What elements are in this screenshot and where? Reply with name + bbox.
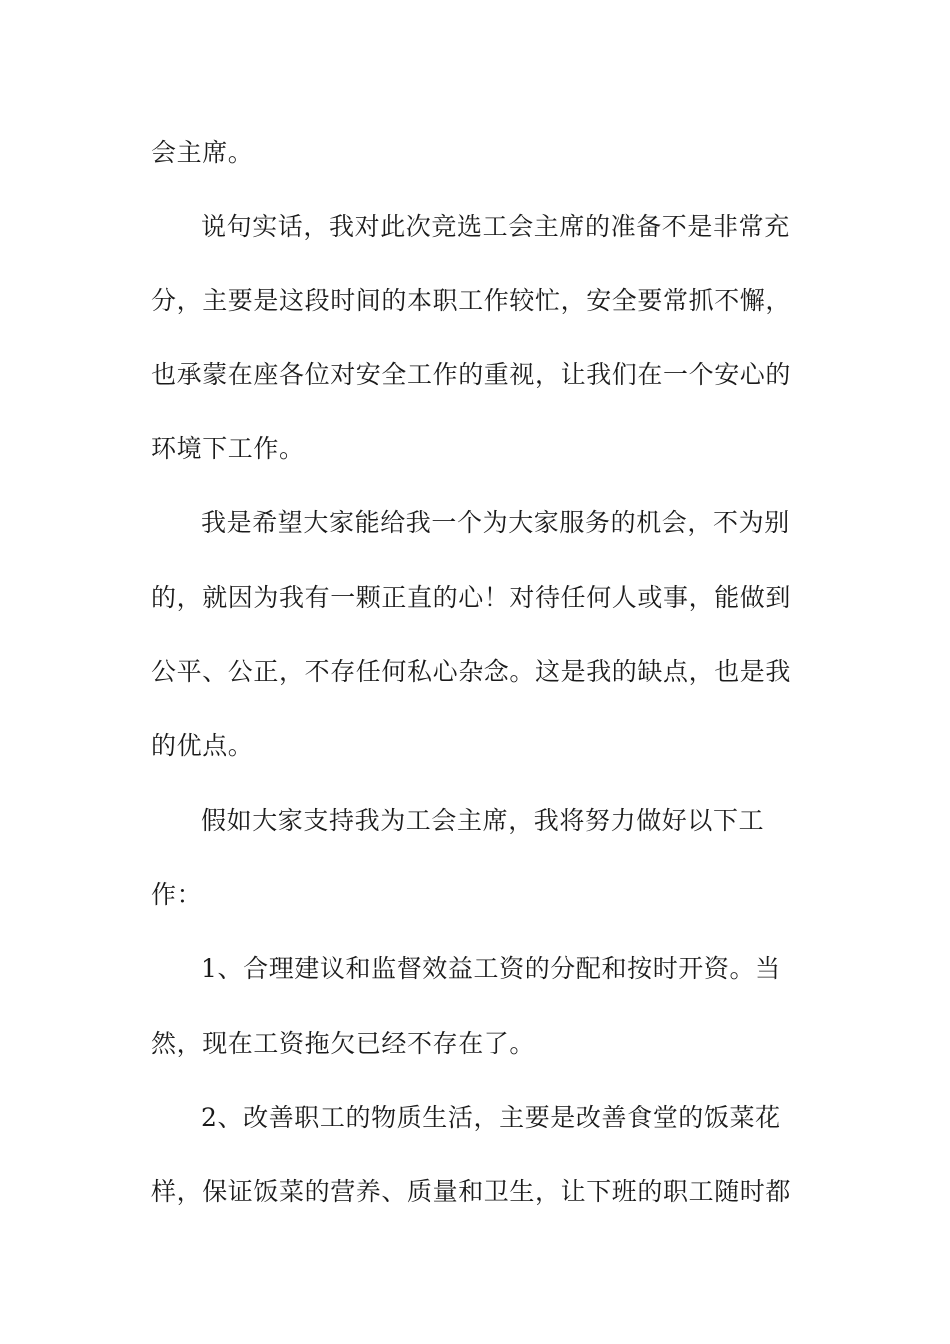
text-line: 我是希望大家能给我一个为大家服务的机会，不为别 <box>201 508 790 537</box>
text-line: 样，保证饭菜的营养、质量和卫生，让下班的职工随时都 <box>151 1177 792 1206</box>
text-line: 说句实话，我对此次竞选工会主席的准备不是非常充 <box>201 212 790 241</box>
text-line: 的优点。 <box>151 731 254 760</box>
text-line: 1、合理建议和监督效益工资的分配和按时开资。当 <box>201 954 781 983</box>
text-line: 会主席。 <box>151 138 254 167</box>
text-line: 的，就因为我有一颗正直的心！对待任何人或事，能做到 <box>151 583 792 612</box>
text-line: 假如大家支持我为工会主席，我将努力做好以下工 <box>201 806 765 835</box>
text-line: 环境下工作。 <box>151 434 305 463</box>
text-line: 公平、公正，不存任何私心杂念。这是我的缺点，也是我 <box>151 657 792 686</box>
text-line: 分，主要是这段时间的本职工作较忙，安全要常抓不懈， <box>151 286 792 315</box>
text-line: 然，现在工资拖欠已经不存在了。 <box>151 1029 536 1058</box>
text-line: 也承蒙在座各位对安全工作的重视，让我们在一个安心的 <box>151 360 792 389</box>
text-line: 2、改善职工的物质生活，主要是改善食堂的饭菜花 <box>201 1103 781 1132</box>
text-line: 作： <box>151 880 203 909</box>
